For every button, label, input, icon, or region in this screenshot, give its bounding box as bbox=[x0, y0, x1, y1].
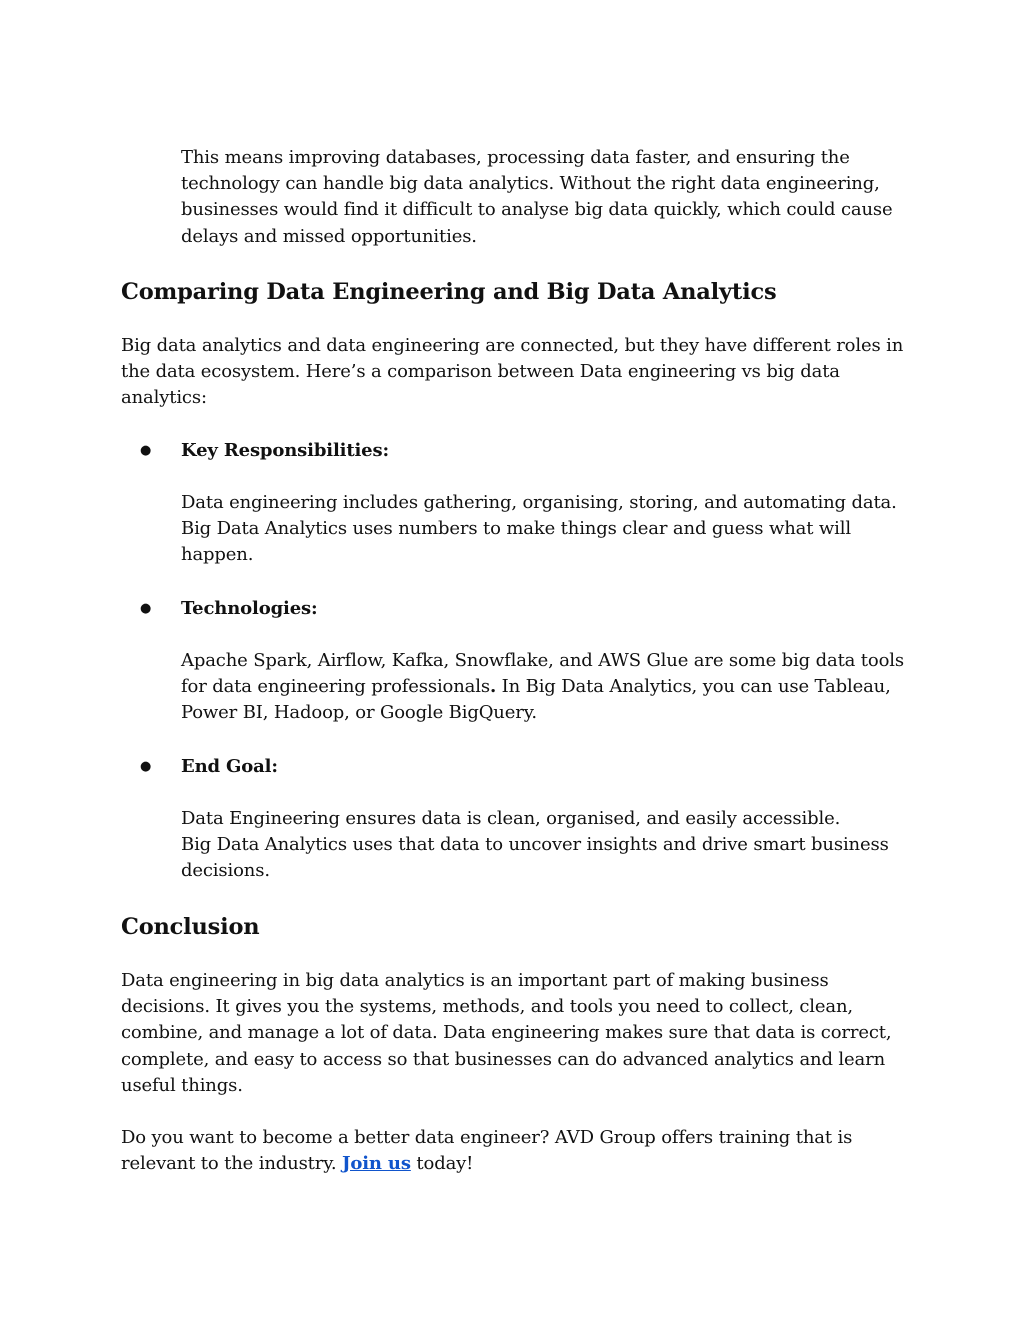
join-us-link[interactable]: Join us bbox=[341, 1153, 411, 1175]
cta-prefix: relevant to the industry. bbox=[121, 1153, 342, 1175]
paragraph-line: Data engineering includes gathering, organising, storing, and automating data. bbox=[181, 492, 897, 513]
bullet-key-responsibilities bbox=[140, 438, 389, 464]
bullet-icon: ● bbox=[140, 759, 152, 774]
conclusion-heading: Conclusion bbox=[121, 914, 260, 940]
paragraph-line bbox=[121, 1151, 852, 1177]
paragraph-line: businesses would find it difficult to analyse big data quickly, which could cause bbox=[181, 199, 893, 221]
intro-paragraph bbox=[181, 145, 893, 250]
paragraph-line: happen. bbox=[181, 544, 254, 566]
paragraph-line: Big data analytics and data engineering are connected, but they have different roles in bbox=[121, 335, 904, 356]
paragraph-line: delays and missed opportunities. bbox=[181, 225, 477, 247]
bullet-label: End Goal: bbox=[181, 756, 278, 777]
bullet-technologies bbox=[140, 596, 317, 622]
paragraph-line: useful things. bbox=[121, 1074, 243, 1096]
bullet-end-goal bbox=[140, 754, 278, 780]
paragraph-line: technology can handle big data analytics. Without the right data engineering, bbox=[181, 173, 880, 195]
paragraph-line: decisions. bbox=[181, 860, 270, 882]
paragraph-line: the data ecosystem. Here’s a comparison between Data engineering vs big data bbox=[121, 361, 840, 383]
paragraph-line: This means improving databases, processing data faster, and ensuring the bbox=[181, 147, 850, 168]
paragraph-line: analytics: bbox=[121, 387, 207, 409]
paragraph-line: combine, and manage a lot of data. Data engineering makes sure that data is correct, bbox=[121, 1022, 892, 1044]
paragraph-line: decisions. It gives you the systems, methods, and tools you need to collect, clean, bbox=[121, 996, 854, 1018]
conclusion-paragraph bbox=[121, 968, 891, 1099]
comparison-heading: Comparing Data Engineering and Big Data Analytics bbox=[121, 279, 777, 305]
line-segment: for data engineering professionals bbox=[181, 676, 490, 698]
bullet-label: Technologies: bbox=[181, 598, 318, 619]
bullet-description bbox=[181, 490, 897, 569]
paragraph-line: Do you want to become a better data engineer? AVD Group offers training that is bbox=[121, 1127, 853, 1148]
comparison-intro-paragraph bbox=[121, 333, 903, 412]
bullet-description bbox=[181, 648, 904, 727]
bullet-label: Key Responsibilities: bbox=[181, 440, 389, 461]
paragraph-line bbox=[181, 674, 904, 700]
bullet-icon: ● bbox=[140, 443, 152, 458]
paragraph-line: Big Data Analytics uses numbers to make things clear and guess what will bbox=[181, 518, 851, 540]
paragraph-line: Apache Spark, Airflow, Kafka, Snowflake, and AWS Glue are some big data tools bbox=[181, 650, 904, 671]
bullet-description bbox=[181, 806, 889, 885]
line-segment: In Big Data Analytics, you can use Tableau, bbox=[496, 676, 891, 698]
bold-period: . bbox=[489, 676, 497, 698]
paragraph-line: complete, and easy to access so that businesses can do advanced analytics and learn bbox=[121, 1048, 886, 1070]
bullet-icon: ● bbox=[140, 601, 152, 616]
paragraph-line: Power BI, Hadoop, or Google BigQuery. bbox=[181, 702, 537, 724]
paragraph-line: Data Engineering ensures data is clean, organised, and easily accessible. bbox=[181, 808, 841, 829]
call-to-action-paragraph bbox=[121, 1125, 852, 1177]
paragraph-line: Data engineering in big data analytics is an important part of making business bbox=[121, 970, 829, 991]
cta-suffix: today! bbox=[410, 1153, 474, 1175]
paragraph-line: Big Data Analytics uses that data to uncover insights and drive smart business bbox=[181, 834, 889, 856]
